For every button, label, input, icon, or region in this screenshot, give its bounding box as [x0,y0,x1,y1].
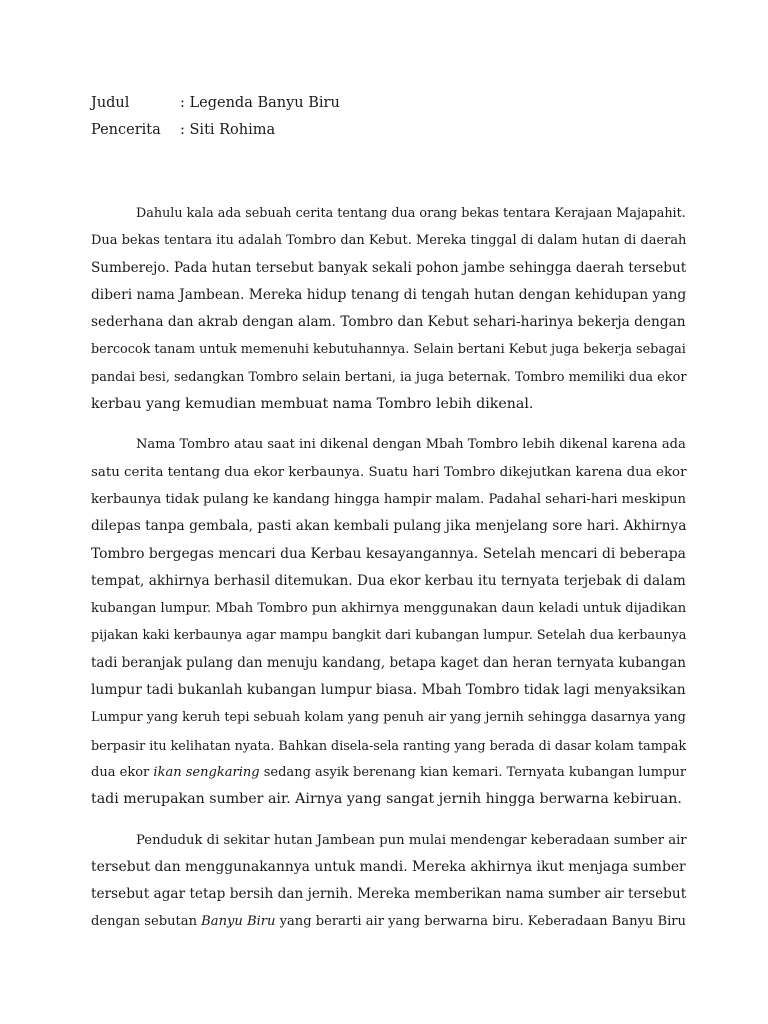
text-line: Dahulu kala ada sebuah cerita tentang dua orang bekas tentara Kerajaan Majapahit. [136,206,686,221]
text-segment: yang berarti air yang berwarna biru. Keberadaan Banyu Biru [275,914,686,930]
text-line: tersebut dan menggunakannya untuk mandi. Mereka akhirnya ikut menjaga sumber [91,858,686,875]
text-line: tempat, akhirnya berhasil ditemukan. Dua ekor kerbau itu ternyata terjebak di dalam [91,572,686,589]
text-line: tersebut agar tetap bersih dan jernih. Mereka memberikan nama sumber air tersebut [91,886,687,903]
text-line: pijakan kaki kerbaunya agar mampu bangkit dari kubangan lumpur. Setelah dua kerbaunya [91,628,687,644]
text-line: lumpur tadi bukanlah kubangan lumpur biasa. Mbah Tombro tidak lagi menyaksikan [91,682,686,699]
text-line: kerbaunya tidak pulang ke kandang hingga hampir malam. Padahal sehari-hari meskipun [91,491,686,507]
text-line: satu cerita tentang dua ekor kerbaunya. Suatu hari Tombro dikejutkan karena dua ekor [91,464,687,480]
text-line: pandai besi, sedangkan Tombro selain bertani, ia juga beternak. Tombro memiliki dua ekor [91,369,687,385]
emphasis-place-name: Banyu Biru [201,914,276,930]
paragraph-2 [91,431,689,813]
text-line: Penduduk di sekitar hutan Jambean pun mulai mendengar keberadaan sumber air [136,832,687,848]
title-label: Judul [91,95,130,111]
text-line: diberi nama Jambean. Mereka hidup tenang di tengah hutan dengan kehidupan yang [91,286,687,303]
story-body [91,200,689,936]
text-line: kubangan lumpur. Mbah Tombro pun akhirnya menggunakan daun keladi untuk dijadikan [91,601,687,617]
text-line: dilepas tanpa gembala, pasti akan kembali pulang jika menjelang sore hari. Akhirnya [91,518,687,535]
text-line: Sumberejo. Pada hutan tersebut banyak sekali pohon jambe sehingga daerah tersebut [91,259,687,276]
paragraph-1 [91,200,689,418]
text-segment: sedang asyik berenang kian kemari. Ternyata kubangan lumpur [259,764,687,780]
text-line: Lumpur yang keruh tepi sebuah kolam yang penuh air yang jernih sehingga dasarnya yang [91,710,686,726]
narrator-row [91,120,275,140]
paragraph-3 [91,827,689,936]
narrator-value: : Siti Rohima [180,122,276,138]
text-segment: dua ekor [91,764,154,780]
text-line: bercocok tanam untuk memenuhi kebutuhannya. Selain bertani Kebut juga bekerja sebagai [91,342,686,358]
title-row [91,93,340,113]
emphasis-fish-name: ikan sengkaring [153,764,260,780]
text-line: sederhana dan akrab dengan alam. Tombro dan Kebut sehari-harinya bekerja dengan [91,314,686,331]
text-line-with-emphasis [91,759,689,786]
text-line-with-emphasis [91,908,689,935]
narrator-label: Pencerita [91,122,161,138]
text-segment: dengan sebutan [91,914,202,930]
text-line: tadi beranjak pulang dan menuju kandang, betapa kaget dan heran ternyata kubangan [91,654,686,671]
text-line: berpasir itu kelihatan nyata. Bahkan disela-sela ranting yang berada di dasar kolam tampak [91,737,687,753]
text-line: Dua bekas tentara itu adalah Tombro dan Kebut. Mereka tinggal di dalam hutan di daerah [91,233,687,249]
text-line: kerbau yang kemudian membuat nama Tombro lebih dikenal. [91,396,534,413]
text-line: Tombro bergegas mencari dua Kerbau kesayangannya. Setelah mencari di beberapa [91,545,686,562]
text-line: Nama Tombro atau saat ini dikenal dengan Mbah Tombro lebih dikenal karena ada [136,437,686,453]
title-value: : Legenda Banyu Biru [180,95,340,111]
text-line: tadi merupakan sumber air. Airnya yang sangat jernih hingga berwarna kebiruan. [91,791,682,808]
